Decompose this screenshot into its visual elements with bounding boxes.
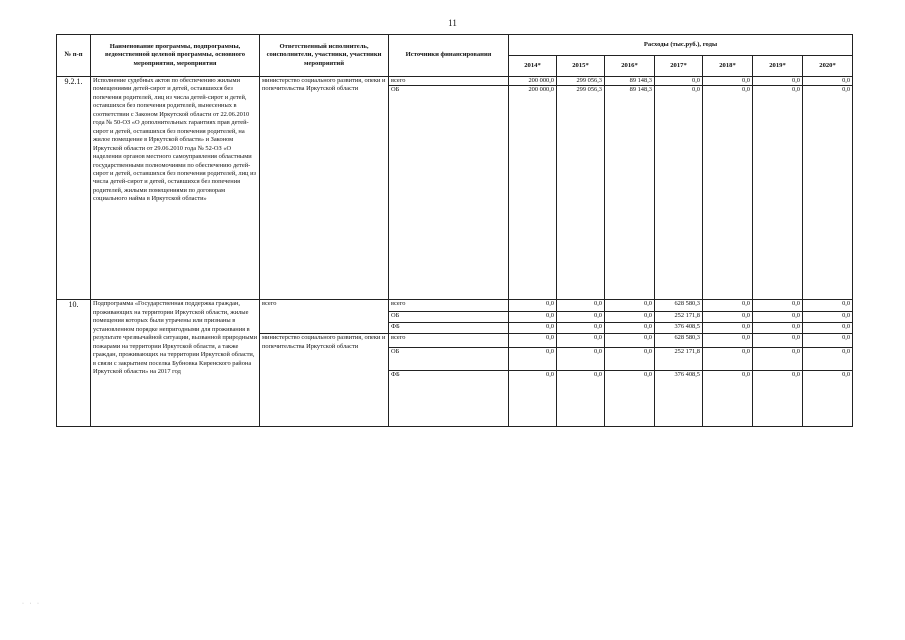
cell-value: 0,0 [605, 312, 655, 323]
cell-value: 0,0 [703, 371, 753, 427]
header-year: 2019* [753, 56, 803, 77]
row-index: 10. [57, 300, 91, 427]
header-year: 2018* [703, 56, 753, 77]
header-year: 2017* [655, 56, 703, 77]
row-source: ФБ [389, 371, 509, 427]
expenses-table [56, 34, 853, 427]
header-year: 2014* [509, 56, 557, 77]
row-executor: министерство социального развития, опеки и попечительства Иркутской области [260, 334, 389, 427]
page-number: 11 [448, 18, 457, 28]
cell-value: 0,0 [803, 323, 853, 334]
row-source: ОБ [389, 348, 509, 371]
cell-value: 0,0 [803, 334, 853, 348]
row-source: всего [389, 77, 509, 86]
cell-value: 0,0 [557, 371, 605, 427]
cell-value: 0,0 [557, 323, 605, 334]
header-num: № п-п [57, 35, 91, 77]
cell-value: 0,0 [753, 300, 803, 312]
cell-value: 628 580,3 [655, 334, 703, 348]
cell-value: 0,0 [753, 348, 803, 371]
table-row [57, 300, 853, 312]
header-expenses: Расходы (тыс.руб.), годы [509, 35, 853, 56]
header-year: 2016* [605, 56, 655, 77]
header-name: Наименование программы, подпрограммы, ведомственной целевой программы, основного мероприятия, мероприятия [91, 35, 260, 77]
header-year: 2015* [557, 56, 605, 77]
cell-value: 0,0 [605, 300, 655, 312]
cell-value: 0,0 [703, 323, 753, 334]
cell-value: 0,0 [509, 312, 557, 323]
cell-value: 0,0 [753, 312, 803, 323]
cell-value: 252 171,8 [655, 348, 703, 371]
cell-value: 200 000,0 [509, 86, 557, 300]
row-executor: всего [260, 300, 389, 334]
cell-value: 0,0 [655, 77, 703, 86]
row-index: 9.2.1. [57, 77, 91, 300]
row-source: всего [389, 334, 509, 348]
row-source: ОБ [389, 312, 509, 323]
header-year: 2020* [803, 56, 853, 77]
cell-value: 0,0 [803, 312, 853, 323]
cell-value: 0,0 [703, 300, 753, 312]
cell-value: 0,0 [557, 300, 605, 312]
cell-value: 0,0 [703, 348, 753, 371]
cell-value: 0,0 [753, 334, 803, 348]
cell-value: 0,0 [703, 334, 753, 348]
cell-value: 0,0 [509, 334, 557, 348]
cell-value: 89 148,3 [605, 77, 655, 86]
cell-value: 0,0 [703, 312, 753, 323]
header-executor: Ответственный исполнитель, соисполнители, участники, участники мероприятий [260, 35, 389, 77]
row-source: всего [389, 300, 509, 312]
cell-value: 252 171,8 [655, 312, 703, 323]
cell-value: 299 056,3 [557, 86, 605, 300]
cell-value: 0,0 [509, 348, 557, 371]
cell-value: 0,0 [753, 371, 803, 427]
cell-value: 0,0 [803, 77, 853, 86]
cell-value: 0,0 [557, 312, 605, 323]
cell-value: 0,0 [753, 323, 803, 334]
cell-value: 0,0 [605, 334, 655, 348]
row-name: Подпрограмма «Государственная поддержка граждан, проживающих на территории Иркутской области, жилые помещения которых были утрачены или признаны в установленном порядке непригодными для проживания в результате чрезвычайной ситуации, вызванной природными пожарами на территории Иркутской области, а также граждан, проживающих на территории Иркутской области, в связи с закрытием поселка Бубновка Киренского района Иркутской области» на 2017 год [91, 300, 260, 427]
cell-value: 0,0 [753, 86, 803, 300]
cell-value: 376 408,5 [655, 323, 703, 334]
cell-value: 299 056,3 [557, 77, 605, 86]
cell-value: 0,0 [703, 77, 753, 86]
cell-value: 0,0 [557, 334, 605, 348]
cell-value: 0,0 [605, 348, 655, 371]
table-row [57, 77, 853, 86]
cell-value: 0,0 [803, 348, 853, 371]
cell-value: 0,0 [803, 371, 853, 427]
cell-value: 0,0 [703, 86, 753, 300]
cell-value: 0,0 [655, 86, 703, 300]
cell-value: 376 408,5 [655, 371, 703, 427]
cell-value: 0,0 [509, 371, 557, 427]
row-executor: министерство социального развития, опеки и попечительства Иркутской области [260, 77, 389, 300]
row-name: Исполнение судебных актов по обеспечению жилыми помещениями детей-сирот и детей, оставшихся без попечения родителей, лиц из числа детей-сирот и детей, оставшихся без попечения родителей, вынесенных в соответствии с Законом Иркутской области от 22.06.2010 года № 50-ОЗ «О дополнительных гарантиях прав детей-сирот и детей, оставшихся без попечения родителей, на жилое помещение в Иркутской области» и Законом Иркутской области от 29.06.2010 года № 52-ОЗ «О наделении органов местного самоуправления областными государственными полномочиями по обеспечению детей-сирот и детей, оставшихся без попечения родителей, лиц из числа детей-сирот и детей, оставшихся без попечения родителей, жилыми помещениями по договорам социального найма в Иркутской области» [91, 77, 260, 300]
cell-value: 0,0 [803, 86, 853, 300]
cell-value: 0,0 [803, 300, 853, 312]
row-source: ФБ [389, 323, 509, 334]
scan-mark: · · · [22, 601, 41, 607]
row-source: ОБ [389, 86, 509, 300]
header-source: Источники финансирования [389, 35, 509, 77]
cell-value: 0,0 [605, 371, 655, 427]
cell-value: 89 148,3 [605, 86, 655, 300]
cell-value: 200 000,0 [509, 77, 557, 86]
cell-value: 0,0 [557, 348, 605, 371]
cell-value: 0,0 [753, 77, 803, 86]
cell-value: 628 580,3 [655, 300, 703, 312]
cell-value: 0,0 [509, 300, 557, 312]
cell-value: 0,0 [509, 323, 557, 334]
cell-value: 0,0 [605, 323, 655, 334]
